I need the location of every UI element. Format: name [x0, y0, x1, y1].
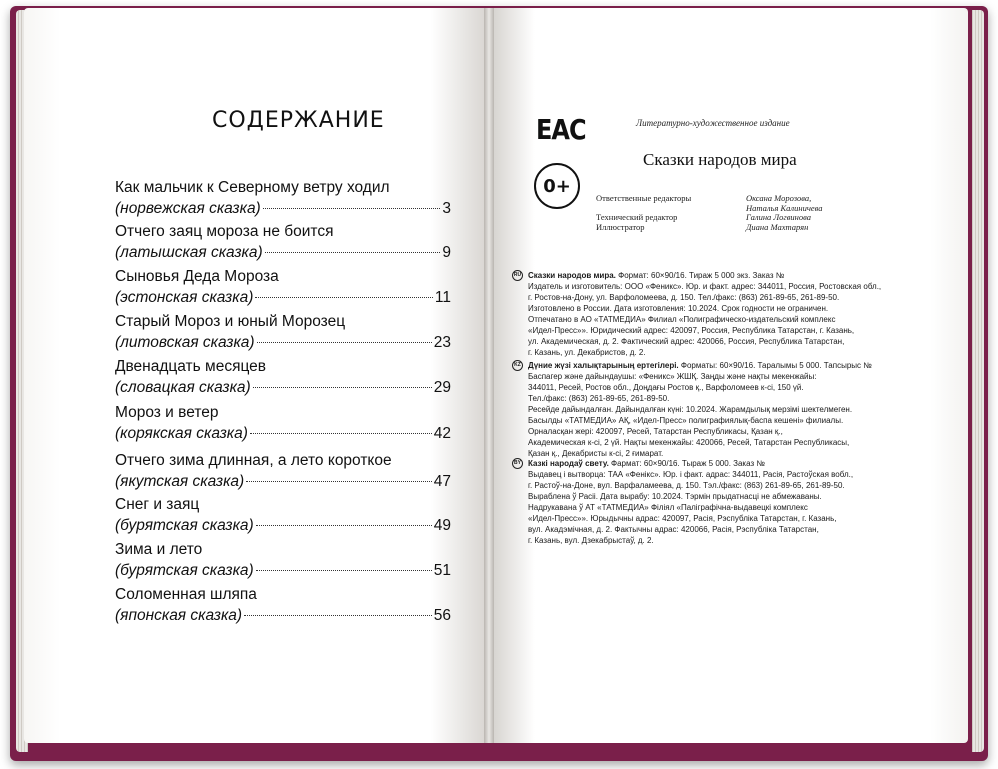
toc-page-number: 23: [433, 334, 451, 351]
toc-leader-dots: [263, 208, 441, 209]
toc-entry: [115, 539, 451, 583]
toc-page-number: 9: [442, 244, 451, 261]
toc-page-number: 51: [433, 562, 451, 579]
toc-entry-title: Снег и заяц: [115, 496, 200, 513]
imprint-line: г. Растоў-на-Доне, вул. Варфаламеева, д. 150. Тэл./факс: (863) 261-89-65, 261-89-50.: [528, 481, 845, 490]
credit-role: Иллюстратор: [596, 222, 645, 232]
credit-name: Оксана Морозова,: [746, 193, 812, 203]
contents-title: СОДЕРЖАНИЕ: [212, 108, 385, 133]
imprint-line: «Идел-Пресс»». Юрыдычны адрас: 420097, Расія, Рэспубліка Татарстан, г. Казань,: [528, 514, 837, 523]
toc-entry: [115, 450, 451, 494]
imprint-block: [512, 270, 937, 358]
toc-leader-dots: [255, 297, 433, 298]
toc-entry-title: Старый Мороз и юный Морозец: [115, 313, 346, 330]
toc-entry-subtitle: (норвежская сказка): [115, 200, 261, 217]
imprint-line: Орналасқан жері: 420097, Ресей, Татарстан Республикасы, Қазан қ.,: [528, 427, 783, 436]
page-edges-right: [972, 10, 984, 752]
toc-page-number: 29: [433, 379, 451, 396]
toc-leader-dots: [256, 570, 432, 571]
toc-page-number: 11: [434, 289, 451, 306]
toc-entry-subtitle: (словацкая сказка): [115, 379, 251, 396]
imprint-line: Изготовлено в России. Дата изготовления: 10.2024. Срок годности не ограничен.: [528, 304, 829, 313]
imprint-line: Ресейде дайындалған. Дайындалған күні: 10.2024. Жарамдылық мерзімі шектелмеген.: [528, 405, 853, 414]
imprint-line: Фармат: 60×90/16. Тыраж 5 000. Заказ №: [608, 459, 765, 468]
imprint-line: Академическая к-сі, 2 үй. Нақты мекенжайы: 420066, Ресей, Татарстан Республикасы,: [528, 438, 850, 447]
toc-leader-dots: [250, 433, 432, 434]
age-rating-badge: 0+: [534, 163, 580, 209]
toc-entry-title: Мороз и ветер: [115, 404, 219, 421]
toc-page-number: 49: [433, 517, 451, 534]
toc-page-number: 3: [442, 200, 451, 217]
imprint-line: г. Казань, ул. Декабристов, д. 2.: [528, 348, 646, 357]
imprint-line: Надрукавана ў АТ «ТАТМЕДИА» Філіял «Паліграфічна-выдавецкі комплекс: [528, 503, 808, 512]
credit-name: Наталья Калиничева: [746, 203, 823, 213]
imprint-line: г. Ростов-на-Дону, ул. Варфоломеева, д. 150. Тел./факс: (863) 261-89-65, 261-89-50.: [528, 293, 840, 302]
imprint-line: Форматы: 60×90/16. Таралымы 5 000. Тапсырыс №: [678, 361, 872, 370]
edition-type: Литературно-художественное издание: [636, 118, 790, 128]
toc-page-number: 56: [433, 607, 451, 624]
imprint-line: ул. Академическая, д. 2. Фактический адрес: 420066, Россия, Республика Татарстан,: [528, 337, 845, 346]
toc-entry-subtitle: (эстонская сказка): [115, 289, 254, 306]
book-gutter: [484, 8, 494, 743]
credit-name: Галина Логвинова: [746, 212, 812, 222]
credit-role: Технический редактор: [596, 212, 678, 222]
toc-entry-title: Сыновья Деда Мороза: [115, 268, 279, 285]
credit-name: Диана Махтарян: [746, 222, 809, 232]
toc-page-number: 47: [433, 473, 451, 490]
toc-page-number: 42: [433, 425, 451, 442]
toc-entry-subtitle: (бурятская сказка): [115, 517, 254, 534]
language-badge: KZ: [512, 360, 523, 371]
toc-entry: [115, 356, 451, 400]
toc-entry: [115, 266, 451, 310]
imprint-line: Отпечатано в АО «ТАТМЕДИА» Филиал «Полиграфическо-издательский комплекс: [528, 315, 836, 324]
imprint-line: Выраблена ў Расіі. Дата вырабу: 10.2024. Тэрмін прыдатнасці не абмежаваны.: [528, 492, 822, 501]
imprint-line: Басылды «ТАТМЕДИА» АҚ, «Идел-Пресс» полиграфиялық-баспа кешені» филиалы.: [528, 416, 844, 425]
toc-entry: [115, 311, 451, 355]
toc-entry-subtitle: (якутская сказка): [115, 473, 245, 490]
imprint-line: Баспагер және дайындаушы: «Феникс» ЖШҚ. Заңды және нақты мекенжайы:: [528, 372, 817, 381]
toc-leader-dots: [246, 481, 432, 482]
imprint-line: Тел./факс: (863) 261-89-65, 261-89-50.: [528, 394, 670, 403]
imprint-line: 344011, Ресей, Ростов обл., Доңдағы Ростов қ., Варфоломеев к-сі, 150 үй.: [528, 383, 804, 392]
toc-entry: [115, 402, 451, 446]
imprint-title: Казкі народаў свету.: [528, 459, 609, 468]
toc-entry-subtitle: (бурятская сказка): [115, 562, 254, 579]
imprint-line: г. Казань, вул. Дзекабрыстаў, д. 2.: [528, 536, 654, 545]
toc-entry: [115, 221, 451, 265]
imprint-title: Дүние жүзі халықтарының ертегілері.: [528, 361, 679, 370]
imprint-line: Издатель и изготовитель: ООО «Феникс». Юр. и факт. адрес: 344011, Россия, Ростовская обл.,: [528, 282, 882, 291]
toc-entry: [115, 584, 451, 628]
toc-entry: [115, 494, 451, 538]
toc-entry-title: Отчего заяц мороза не боится: [115, 223, 334, 240]
imprint-line: Выдавец і вытворца: ТАА «Фенікс». Юр. і факт. адрас: 344011, Расія, Растоўская вобл.,: [528, 470, 854, 479]
toc-entry-title: Двенадцать месяцев: [115, 358, 267, 375]
imprint-line: Қазан қ., Декабристы к-сі, 2 ғимарат.: [528, 449, 664, 458]
toc-entry: [115, 177, 451, 221]
toc-entry-subtitle: (латышская сказка): [115, 244, 263, 261]
credit-role: Ответственные редакторы: [596, 193, 692, 203]
toc-leader-dots: [265, 252, 441, 253]
eac-mark: ЕАС: [536, 113, 586, 147]
imprint-block: [512, 458, 937, 546]
toc-entry-subtitle: (корякская сказка): [115, 425, 248, 442]
imprint-line: Формат: 60×90/16. Тираж 5 000 экз. Заказ №: [615, 271, 785, 280]
toc-leader-dots: [257, 342, 432, 343]
toc-leader-dots: [253, 387, 432, 388]
toc-leader-dots: [244, 615, 432, 616]
imprint-line: «Идел-Пресс»». Юридический адрес: 420097, Россия, Республика Татарстан, г. Казань,: [528, 326, 855, 335]
imprint-block: [512, 360, 937, 459]
toc-entry-title: Отчего зима длинная, а лето короткое: [115, 452, 392, 469]
toc-entry-title: Зима и лето: [115, 541, 203, 558]
toc-entry-subtitle: (литовская сказка): [115, 334, 255, 351]
imprint-line: вул. Акадэмічная, д. 2. Фактычны адрас: 420066, Расія, Рэспубліка Татарстан,: [528, 525, 819, 534]
imprint-title: Сказки народов мира.: [528, 271, 616, 280]
language-badge: BY: [512, 458, 523, 469]
toc-leader-dots: [256, 525, 432, 526]
language-badge: RU: [512, 270, 523, 281]
book-title: Сказки народов мира: [643, 150, 797, 169]
toc-entry-title: Как мальчик к Северному ветру ходил: [115, 179, 390, 196]
toc-entry-title: Соломенная шляпа: [115, 586, 257, 603]
toc-entry-subtitle: (японская сказка): [115, 607, 243, 624]
